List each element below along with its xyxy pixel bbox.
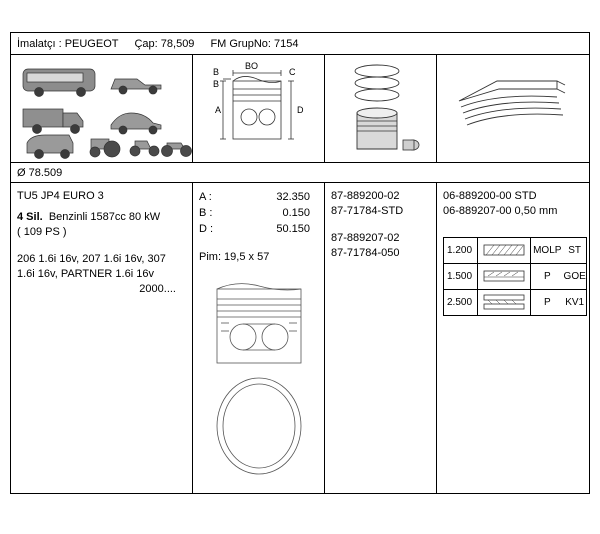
table-row [444,264,586,290]
dimensions-column [193,183,325,493]
ring-brand-3: P [543,297,551,308]
ring-set-code-050: 06-889207-00 0,50 mm [443,205,558,217]
dim-row-d [193,221,318,237]
svg-text:A: A [215,105,222,115]
svg-text:BO: BO [245,61,259,71]
ring-pack-cell [437,55,589,162]
ring-pack-icon [437,55,589,162]
spec-sheet [10,32,590,494]
cylinder-spec-row [17,210,186,225]
dim-value-d: 50.150 [276,223,310,235]
svg-text:C: C [289,67,296,77]
dim-key-a: A : [199,191,212,203]
fuel-spec: Benzinli 1587cc 80 kW [48,211,161,223]
part-code-4: 87-71784-050 [331,247,400,259]
diameter-label: Çap: [134,37,161,50]
piston-section-diagram [193,55,325,162]
table-row [444,290,586,316]
ring-set-column [437,183,589,493]
ring-height-2: 1.500 [447,271,473,282]
dim-key-d: D : [199,223,214,235]
dim-value-a: 32.350 [276,191,310,203]
ring-code-3: KV1 [565,297,585,308]
header-row [11,33,589,55]
table-row [444,238,586,264]
body-row [11,183,589,493]
ring-height-3: 2.500 [447,297,473,308]
group-no-group [210,38,298,50]
pin-spec: Pim: 19,5 x 57 [199,251,270,263]
diameter-row-value: 78.509 [28,166,63,179]
piston-section-large-diagram [193,271,323,486]
ring-code-2: GOE [563,271,586,282]
dim-key-b: B : [199,207,213,219]
rings-and-piston-cell [325,55,437,162]
diameter-symbol: Ø [17,166,26,179]
ring-brand-2: P [543,271,551,282]
part-code-3: 87-889207-02 [331,232,400,244]
power-output: ( 109 PS ) [17,226,67,238]
dim-row-a [193,189,318,205]
piston-dimension-cell [193,55,325,162]
piston-icon [357,108,419,150]
group-no-label: FM GrupNo: [210,37,275,50]
ring-profile-icon-3 [477,290,531,315]
group-no-value: 7154 [274,37,299,50]
engine-code: TU5 JP4 EURO 3 [17,190,104,202]
engine-info-column [11,183,193,493]
ring-specification-table [443,237,587,316]
dim-row-b [193,205,318,221]
ring-set-code-std: 06-889200-00 STD [443,190,537,202]
cylinder-count: 4 Sil. [17,211,43,223]
svg-text:B: B [213,79,220,89]
vehicle-illustrations [11,55,193,162]
model-year: 2000.... [139,283,176,295]
svg-text:D: D [297,105,304,115]
ring-profile-icon-1 [477,238,531,263]
svg-text:B: B [213,67,220,77]
diameter-row [11,163,589,183]
dim-value-b: 0.150 [282,207,310,219]
manufacturer-group [17,38,118,50]
piston-rings-stack-icon [325,55,437,162]
ring-code-1: ST [568,245,582,256]
illustration-band [11,55,589,163]
ring-brand-1: MOLP [533,245,562,256]
part-code-1: 87-889200-02 [331,190,400,202]
ring-height-1: 1.200 [447,245,473,256]
vehicles-cell [11,55,193,162]
applications-list: 206 1.6i 16v, 207 1.6i 16v, 307 1.6i 16v, PARTNER 1.6i 16v [17,253,169,280]
diameter-value: 78,509 [160,37,195,50]
part-codes-column [325,183,437,493]
manufacturer-value: PEUGEOT [64,37,119,50]
ring-profile-icon-2 [477,264,531,289]
manufacturer-label: İmalatçı : [17,37,65,50]
diameter-group [134,38,194,50]
part-code-2: 87-71784-STD [331,205,404,217]
